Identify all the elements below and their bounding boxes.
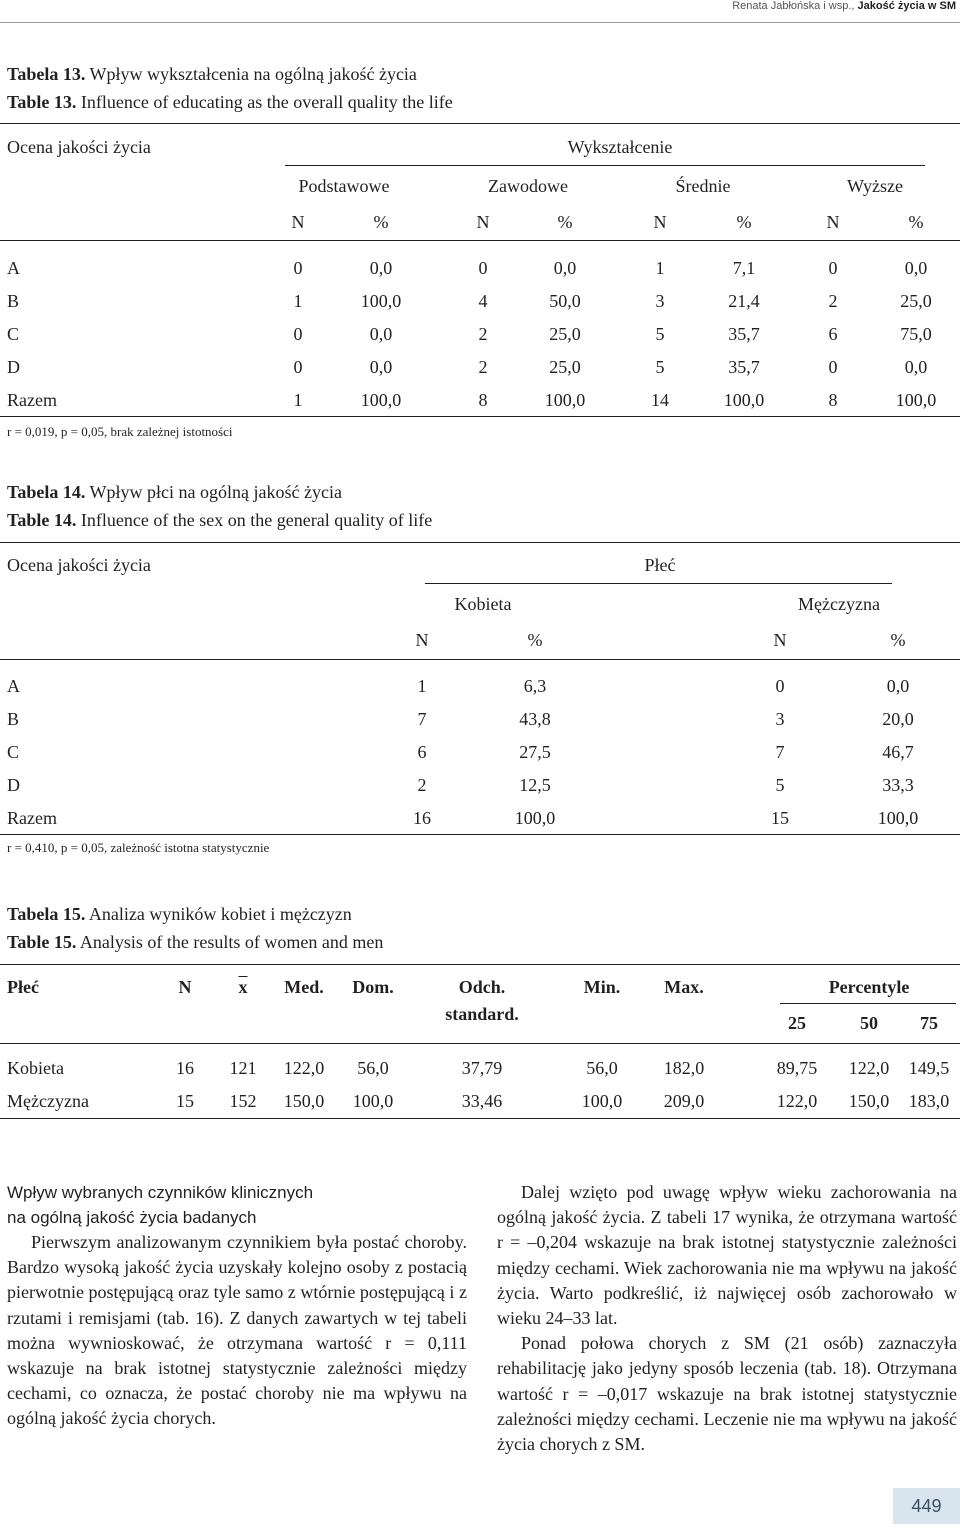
table15-cell: 182,0 — [663, 1058, 705, 1078]
table14-label-pl: Tabela 14. — [7, 482, 86, 502]
right-column — [497, 1180, 957, 1457]
table15-title-pl: Analiza wyników kobiet i mężczyzn — [88, 904, 352, 924]
table14-label-en: Table 14. — [7, 510, 77, 530]
table14-cell: 46,7 — [882, 742, 914, 762]
table13-top-rule — [0, 123, 960, 124]
table14-title-en: Influence of the sex on the general quality of life — [80, 510, 433, 530]
table14-cell: 20,0 — [882, 709, 914, 729]
table13-cell: 25,0 — [549, 357, 581, 377]
table14-note: r = 0,410, p = 0,05, zależność istotna statystycznie — [7, 840, 270, 855]
table15-header-odch: Odch. — [458, 977, 506, 997]
table15-header-max: Max. — [664, 977, 704, 997]
table13-n-header: N — [653, 212, 667, 232]
table15-header-percentyle: Percentyle — [828, 977, 910, 997]
table15-row-label: Kobieta — [7, 1058, 64, 1078]
table14-cell: 0 — [775, 676, 785, 696]
table13-cell: 5 — [655, 324, 665, 344]
left-column — [7, 1180, 467, 1432]
table14-cell: 1 — [417, 676, 427, 696]
table13-cell: 0 — [293, 258, 303, 278]
table13-group-zawodowe: Zawodowe — [488, 176, 568, 196]
table15-header-dom: Dom. — [352, 977, 394, 997]
table15-cell: 56,0 — [357, 1058, 389, 1078]
table15-header-plec: Płeć — [7, 977, 39, 997]
table13-label-en: Table 13. — [7, 92, 77, 112]
table15-header-p25: 25 — [788, 1013, 806, 1033]
table13-pct-header: % — [557, 212, 573, 232]
page-number: 449 — [893, 1488, 960, 1524]
left-paragraph: Pierwszym analizowanym czynnikiem była postać choroby. Bardzo wysoką jakość życia uzyskały kolejno osoby z postacią pierwotnie postępującą oraz tyle samo z wtórnie postępującą i z rzutami i remisjami (tab. 16). Z danych zawartych w tej tabeli można wywnioskować, że otrzymana wartość r = 0,111 wskazuje na brak istotnej statystycznie zależności między cechami, co oznacza, że postać choroby nie ma wpływu na ogólną jakość życia chorych. — [7, 1232, 467, 1429]
table13-cell: 0 — [293, 324, 303, 344]
table15-cell: 89,75 — [776, 1058, 818, 1078]
table14-cell: 43,8 — [519, 709, 551, 729]
table14-pct-header: % — [527, 630, 543, 650]
running-header — [732, 0, 956, 12]
table13-cell: 100,0 — [360, 390, 402, 410]
table13-row-label: D — [7, 357, 20, 377]
table14-caption-en — [7, 506, 432, 534]
table15-header-mean: $\overline{x}$ — [238, 977, 248, 997]
table15-cell: 100,0 — [581, 1091, 623, 1111]
table15-percentyle-rule — [780, 1003, 956, 1004]
table13-row-label: B — [7, 291, 20, 311]
table13-cell: 0 — [293, 357, 303, 377]
table15-title-en: Analysis of the results of women and men — [79, 932, 384, 952]
header-rule — [0, 22, 960, 23]
table15-header-p50: 50 — [860, 1013, 878, 1033]
table14-cell: 12,5 — [519, 775, 551, 795]
table15-cell: 183,0 — [908, 1091, 950, 1111]
table13-cell: 21,4 — [728, 291, 760, 311]
table14-cell: 100,0 — [514, 808, 556, 828]
table14-header-rule — [0, 659, 960, 660]
table13-n-header: N — [291, 212, 305, 232]
table13-caption-pl — [7, 60, 417, 88]
table15-cell: 15 — [176, 1091, 194, 1111]
table13-cell: 7,1 — [732, 258, 756, 278]
table13-cell: 5 — [655, 357, 665, 377]
table13-cell: 0,0 — [369, 357, 393, 377]
table13-cell: 1 — [293, 291, 303, 311]
table13-cell: 35,7 — [728, 357, 760, 377]
table14-cell: 3 — [775, 709, 785, 729]
table13-cell: 0 — [478, 258, 488, 278]
table14-group-mezczyzna: Mężczyzna — [798, 594, 880, 614]
table13-cell: 100,0 — [723, 390, 765, 410]
table13-bottom-rule — [0, 416, 960, 417]
table15-cell: 33,46 — [461, 1091, 503, 1111]
table14-n-header: N — [415, 630, 429, 650]
section-heading-line1: Wpływ wybranych czynników klinicznych — [7, 1183, 314, 1202]
table13-cell: 6 — [828, 324, 838, 344]
table13-title-en: Influence of educating as the overall quality the life — [80, 92, 453, 112]
table13-cell: 0,0 — [904, 258, 928, 278]
table13-row-label: Razem — [7, 390, 57, 410]
table14-bottom-rule — [0, 834, 960, 835]
table13-row-label: C — [7, 324, 20, 344]
table15-cell: 152 — [229, 1091, 257, 1111]
table13-group-header: Wykształcenie — [567, 137, 673, 157]
table15-label-en: Table 15. — [7, 932, 77, 952]
table13-cell: 14 — [651, 390, 669, 410]
table13-cell: 25,0 — [900, 291, 932, 311]
table13-cell: 8 — [478, 390, 488, 410]
table14-group-rule — [425, 583, 892, 584]
table13-cell: 1 — [655, 258, 665, 278]
right-paragraph-2: Ponad połowa chorych z SM (21 osób) zaznaczyła rehabilitację jako jedyny sposób leczenia (tab. 18). Otrzymana wartość r = –0,017 wskazuje na brak istotnej statystycznie zależności między cechami. Leczenie nie ma wpływu na jakość życia chorych z SM. — [497, 1333, 957, 1455]
table14-cell: 27,5 — [519, 742, 551, 762]
table14-cell: 7 — [417, 709, 427, 729]
table14-row-label: B — [7, 709, 20, 729]
table15-cell: 100,0 — [352, 1091, 394, 1111]
table13-group-rule — [285, 165, 925, 166]
table15-cell: 209,0 — [663, 1091, 705, 1111]
table15-header-rule — [0, 1043, 960, 1044]
table13-cell: 0,0 — [553, 258, 577, 278]
table13-cell: 1 — [293, 390, 303, 410]
table13-pct-header: % — [908, 212, 924, 232]
table13-caption-en — [7, 88, 453, 116]
table14-cell: 0,0 — [886, 676, 910, 696]
table15-header-n: N — [178, 977, 192, 997]
table14-group-header: Płeć — [644, 555, 676, 575]
table13-n-header: N — [826, 212, 840, 232]
table13-cell: 100,0 — [544, 390, 586, 410]
table13-cell: 75,0 — [900, 324, 932, 344]
table15-header-med: Med. — [284, 977, 324, 997]
table15-top-rule — [0, 964, 960, 965]
table13-cell: 2 — [478, 357, 488, 377]
table14-cell: 5 — [775, 775, 785, 795]
table13-cell: 0,0 — [904, 357, 928, 377]
table15-cell: 122,0 — [283, 1058, 325, 1078]
table13-cell: 50,0 — [549, 291, 581, 311]
table15-cell: 121 — [229, 1058, 257, 1078]
table15-header-p75: 75 — [920, 1013, 938, 1033]
table13-cell: 8 — [828, 390, 838, 410]
table14-row-label: C — [7, 742, 20, 762]
table13-row-header: Ocena jakości życia — [7, 137, 151, 157]
header-authors: Renata Jabłońska i wsp., — [732, 0, 855, 12]
header-title: Jakość życia w SM — [857, 0, 956, 12]
table15-label-pl: Tabela 15. — [7, 904, 86, 924]
table14-row-label: A — [7, 676, 20, 696]
table14-cell: 7 — [775, 742, 785, 762]
table15-cell: 56,0 — [586, 1058, 618, 1078]
table13-group-podstawowe: Podstawowe — [298, 176, 390, 196]
table14-cell: 6 — [417, 742, 427, 762]
table13-cell: 100,0 — [895, 390, 937, 410]
table15-header-standard: standard. — [445, 1004, 519, 1024]
table13-group-wyzsze: Wyższe — [847, 176, 903, 196]
table15-caption-en — [7, 928, 383, 956]
table13-cell: 2 — [478, 324, 488, 344]
table13-header-rule — [0, 240, 960, 241]
table14-cell: 16 — [413, 808, 431, 828]
table13-pct-header: % — [736, 212, 752, 232]
table14-row-label: Razem — [7, 808, 57, 828]
table14-top-rule — [0, 542, 960, 543]
right-paragraph-1: Dalej wzięto pod uwagę wpływ wieku zachorowania na ogólną jakość życia. Z tabeli 17 wynika, że otrzymana wartość r = –0,204 wskazuje na brak istotnej statystycznie zależności między cechami. Wiek zachorowania nie ma wpływu na jakość życia. Warto podkreślić, iż najwięcej osób zachorowało w wieku 24–33 lat. — [497, 1182, 957, 1329]
table13-pct-header: % — [373, 212, 389, 232]
table14-cell: 100,0 — [877, 808, 919, 828]
table14-row-label: D — [7, 775, 20, 795]
table15-cell: 122,0 — [848, 1058, 890, 1078]
table15-cell: 150,0 — [283, 1091, 325, 1111]
table13-label-pl: Tabela 13. — [7, 64, 86, 84]
table14-title-pl: Wpływ płci na ogólną jakość życia — [89, 482, 342, 502]
table13-cell: 0,0 — [369, 324, 393, 344]
table15-row-label: Mężczyzna — [7, 1091, 89, 1111]
table15-cell: 149,5 — [908, 1058, 950, 1078]
table13-cell: 3 — [655, 291, 665, 311]
table13-note: r = 0,019, p = 0,05, brak zależnej istotności — [7, 424, 233, 439]
table13-cell: 2 — [828, 291, 838, 311]
table15-bottom-rule — [0, 1118, 960, 1119]
table14-pct-header: % — [890, 630, 906, 650]
table14-cell: 15 — [771, 808, 789, 828]
table14-cell: 2 — [417, 775, 427, 795]
table14-row-header: Ocena jakości życia — [7, 555, 151, 575]
table15-cell: 16 — [176, 1058, 194, 1078]
table14-cell: 33,3 — [882, 775, 914, 795]
table14-cell: 6,3 — [523, 676, 547, 696]
table13-cell: 4 — [478, 291, 488, 311]
table13-n-header: N — [476, 212, 490, 232]
table13-title-pl: Wpływ wykształcenia na ogólną jakość życia — [89, 64, 417, 84]
table13-cell: 100,0 — [360, 291, 402, 311]
table15-cell: 37,79 — [461, 1058, 503, 1078]
table13-cell: 25,0 — [549, 324, 581, 344]
table15-cell: 122,0 — [776, 1091, 818, 1111]
table13-cell: 35,7 — [728, 324, 760, 344]
table15-header-min: Min. — [583, 977, 621, 997]
table13-row-label: A — [7, 258, 20, 278]
table14-group-kobieta: Kobieta — [454, 594, 512, 614]
table14-caption-pl — [7, 478, 342, 506]
table13-group-srednie: Średnie — [675, 176, 731, 196]
table13-cell: 0,0 — [369, 258, 393, 278]
table15-caption-pl — [7, 900, 352, 928]
table15-cell: 150,0 — [848, 1091, 890, 1111]
table13-cell: 0 — [828, 357, 838, 377]
section-heading-line2: na ogólną jakość życia badanych — [7, 1208, 257, 1227]
table13-cell: 0 — [828, 258, 838, 278]
table14-n-header: N — [773, 630, 787, 650]
